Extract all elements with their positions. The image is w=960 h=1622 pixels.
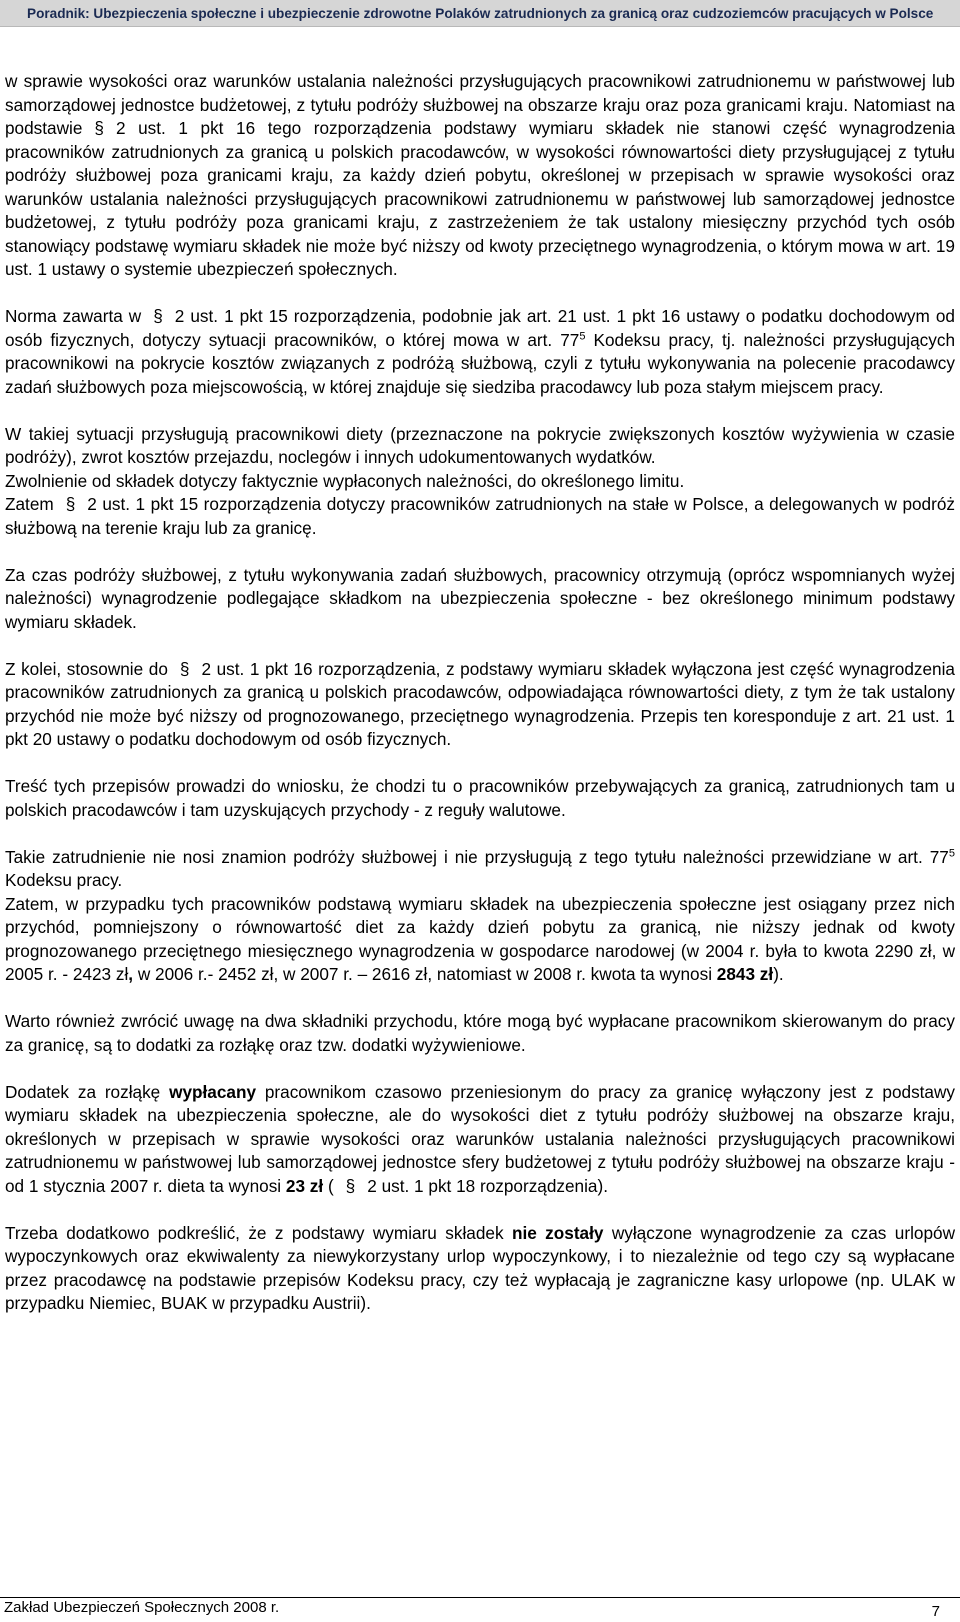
paragraph-3b [5, 470, 955, 494]
paragraph-3a [5, 423, 955, 470]
text-run: W takiej sytuacji przysługują pracownikowi diety (przeznaczone na pokrycie zwiększonych kosztów wyżywienia w czasie podróży), zwrot kosztów przejazdu, noclegów i innych udokumentowanych wydatków. [5, 423, 955, 467]
bold-run: 2843 zł [716, 964, 774, 984]
section-sign: § [94, 118, 104, 138]
text-run: Takie zatrudnienie nie nosi znamion podróży służbowej i nie przysługują z tego tytułu należności przewidziane w art. 77 [5, 846, 949, 867]
text-run: Zatem, w przypadku tych pracowników podstawą wymiaru składek na ubezpieczenia społeczne jest osiągany przez nich przychód, pomniejszony o równowartość diet za każdy dzień pobytu za granicą, nie niższy jednak od kwoty prognozowanego przeciętnego miesięcznego wynagrodzenia w gospodarce narodowej (w 2004 r. była to kwota 2290 zł, w 2005 r. - 2423 zł [5, 893, 955, 984]
paragraph-8: Warto również zwrócić uwagę na dwa składniki przychodu, które mogą być wypłacane pracownikom skierowanym do pracy za granicę, są to dodatki za rozłąkę oraz tzw. dodatki wyżywieniowe. [5, 1011, 955, 1055]
paragraph-6: Treść tych przepisów prowadzi do wniosku, że chodzi tu o pracowników przebywających za granicą, zatrudnionych tam u polskich pracodawców i tam uzyskujących przychody - z reguły walutowe. [5, 776, 955, 820]
text-run: w sprawie wysokości oraz warunków ustalania należności przysługujących pracownikowi zatrudnionemu w państwowej lub samorządowej jednostce budżetowej, z tytułu podróży służbowej na obszarze kraju oraz poza granicami kraju. Natomiast na podstawie [5, 71, 955, 138]
page-number: 7 [931, 1603, 940, 1620]
document-body [5, 70, 955, 1339]
bold-run: , [128, 964, 134, 984]
text-run: Trzeba dodatkowo podkreślić, że z podstawy wymiaru składek [5, 1222, 512, 1243]
paragraph-1 [5, 70, 955, 282]
paragraph-7b [5, 893, 955, 987]
header-title: Poradnik: Ubezpieczenia społeczne i ubezpieczenie zdrowotne Polaków zatrudnionych za granicą oraz cudzoziemców pracujących w Polsce [26, 5, 934, 21]
paragraph-4: Za czas podróży służbowej, z tytułu wykonywania zadań służbowych, pracownicy otrzymują (oprócz wspomnianych wyżej należności) wynagrodzenie podlegające składkom na ubezpieczenia społeczne - bez określonego minimum podstawy wymiaru składek. [5, 564, 955, 632]
bold-run: nie zostały [511, 1222, 604, 1243]
running-header [0, 0, 960, 27]
paragraph-2 [5, 305, 955, 399]
text-run: Dodatek za rozłąkę [5, 1081, 170, 1102]
text-run: pracownikom czasowo przeniesionym do pracy za granicę wyłączony jest z podstawy wymiaru składek na ubezpieczenia społeczne, ale do wysokości diet z tytułu podróży służbowej na obszarze kraju, określonych w przepisach w sprawie wysokości oraz warunków ustalania należności przysługujących pracownikowi zatrudnionemu w państwowej lub samorządowej jednostce sfery budżetowej z tytułu podróży służbowej na obszarze kraju - od 1 stycznia 2007 r. dieta ta wynosi [5, 1081, 955, 1196]
section-sign: § [345, 1175, 356, 1196]
paragraph-9 [5, 1081, 955, 1199]
superscript: 5 [579, 329, 586, 342]
paragraph-7a [5, 846, 955, 893]
text-run: ). [773, 964, 784, 984]
text-run: Norma zawarta w [5, 306, 142, 326]
text-run: wyłączone wynagrodzenie za czas urlopów wypoczynkowych oraz ekwiwalenty za niewykorzystany urlop wypoczynkowy, i to niezależnie od tego czy są wypłacane przez pracodawcę na podstawie przepisów Kodeksu pracy, czy też wypłacają je zagraniczne kasy urlopowe (np. ULAK w przypadku Niemiec, BUAK w przypadku Austrii). [5, 1222, 955, 1313]
superscript: 5 [948, 846, 955, 859]
text-run: Zwolnienie od składek dotyczy faktycznie wypłaconych należności, do określonego limitu. [5, 470, 685, 491]
section-sign: § [179, 658, 190, 679]
bold-run: 23 zł [285, 1175, 324, 1196]
footer-publisher: Zakład Ubezpieczeń Społecznych 2008 r. [4, 1599, 280, 1616]
text-run: w 2006 r.- 2452 zł, w 2007 r. – 2616 zł, natomiast w 2008 r. kwota ta wynosi [133, 964, 717, 984]
text-run: ( [323, 1175, 334, 1196]
text-run: Zatem [5, 494, 54, 514]
section-sign: § [65, 494, 76, 514]
text-run: 2 ust. 1 pkt 16 rozporządzenia, z podstawy wymiaru składek wyłączona jest część wynagrodzenia pracowników zatrudnionych za granicą u polskich pracodawców, odpowiadająca równowartości diety, z tym że tak ustalony przychód nie może być niższy od prognozowanego, przeciętnego wynagrodzenia. Przepis ten koresponduje z art. 21 ust. 1 pkt 20 ustawy o podatku dochodowym od osób fizycznych. [5, 658, 955, 749]
text-run: 2 ust. 1 pkt 15 rozporządzenia, podobnie jak art. 21 ust. 1 pkt 16 ustawy o podatku dochodowym od osób fizycznych, dotyczy sytuacji pracowników, o której mowa w art. 77 [5, 306, 955, 350]
text-run: 2 ust. 1 pkt 18 rozporządzenia). [367, 1175, 608, 1196]
paragraph-10 [5, 1222, 955, 1316]
paragraph-3c [5, 493, 955, 540]
paragraph-5 [5, 658, 955, 752]
text-run: Kodeksu pracy. [5, 870, 123, 890]
text-run: Kodeksu pracy, tj. należności przysługujących pracownikowi na pokrycie kosztów związanych z podróżą służbową, czyli z tytułu wykonywania na polecenie pracodawcy zadań służbowych poza miejscowością, w której znajduje się siedziba pracodawcy lub poza stałym miejscem pracy. [5, 329, 955, 397]
text-run: Z kolei, stosownie do [5, 658, 168, 679]
section-sign: § [153, 306, 163, 326]
bold-run: wypłacany [169, 1081, 257, 1102]
text-run: 2 ust. 1 pkt 15 rozporządzenia dotyczy pracowników zatrudnionych na stałe w Polsce, a delegowanych w podróż służbową na terenie kraju lub za granicę. [5, 494, 955, 538]
text-run: 2 ust. 1 pkt 16 tego rozporządzenia podstawy wymiaru składek nie stanowi część wynagrodzenia pracowników zatrudnionych za granicą u polskich pracodawców, w wysokości równowartości diety przysługującej z tytułu podróży służbowej poza granicami kraju, za każdy dzień pobytu, określonej w przepisach w sprawie wysokości oraz warunków ustalania należności przysługujących pracownikowi zatrudnionemu w państwowej lub samorządowej jednostce budżetowej, z tytułu podróży poza granicami kraju, z zastrzeżeniem że tak ustalony miesięczny przychód tych osób stanowiący podstawę wymiaru składek nie może być niższy od kwoty przeciętnego wynagrodzenia, o którym mowa w art. 19 ust. 1 ustawy o systemie ubezpieczeń społecznych. [5, 118, 955, 279]
